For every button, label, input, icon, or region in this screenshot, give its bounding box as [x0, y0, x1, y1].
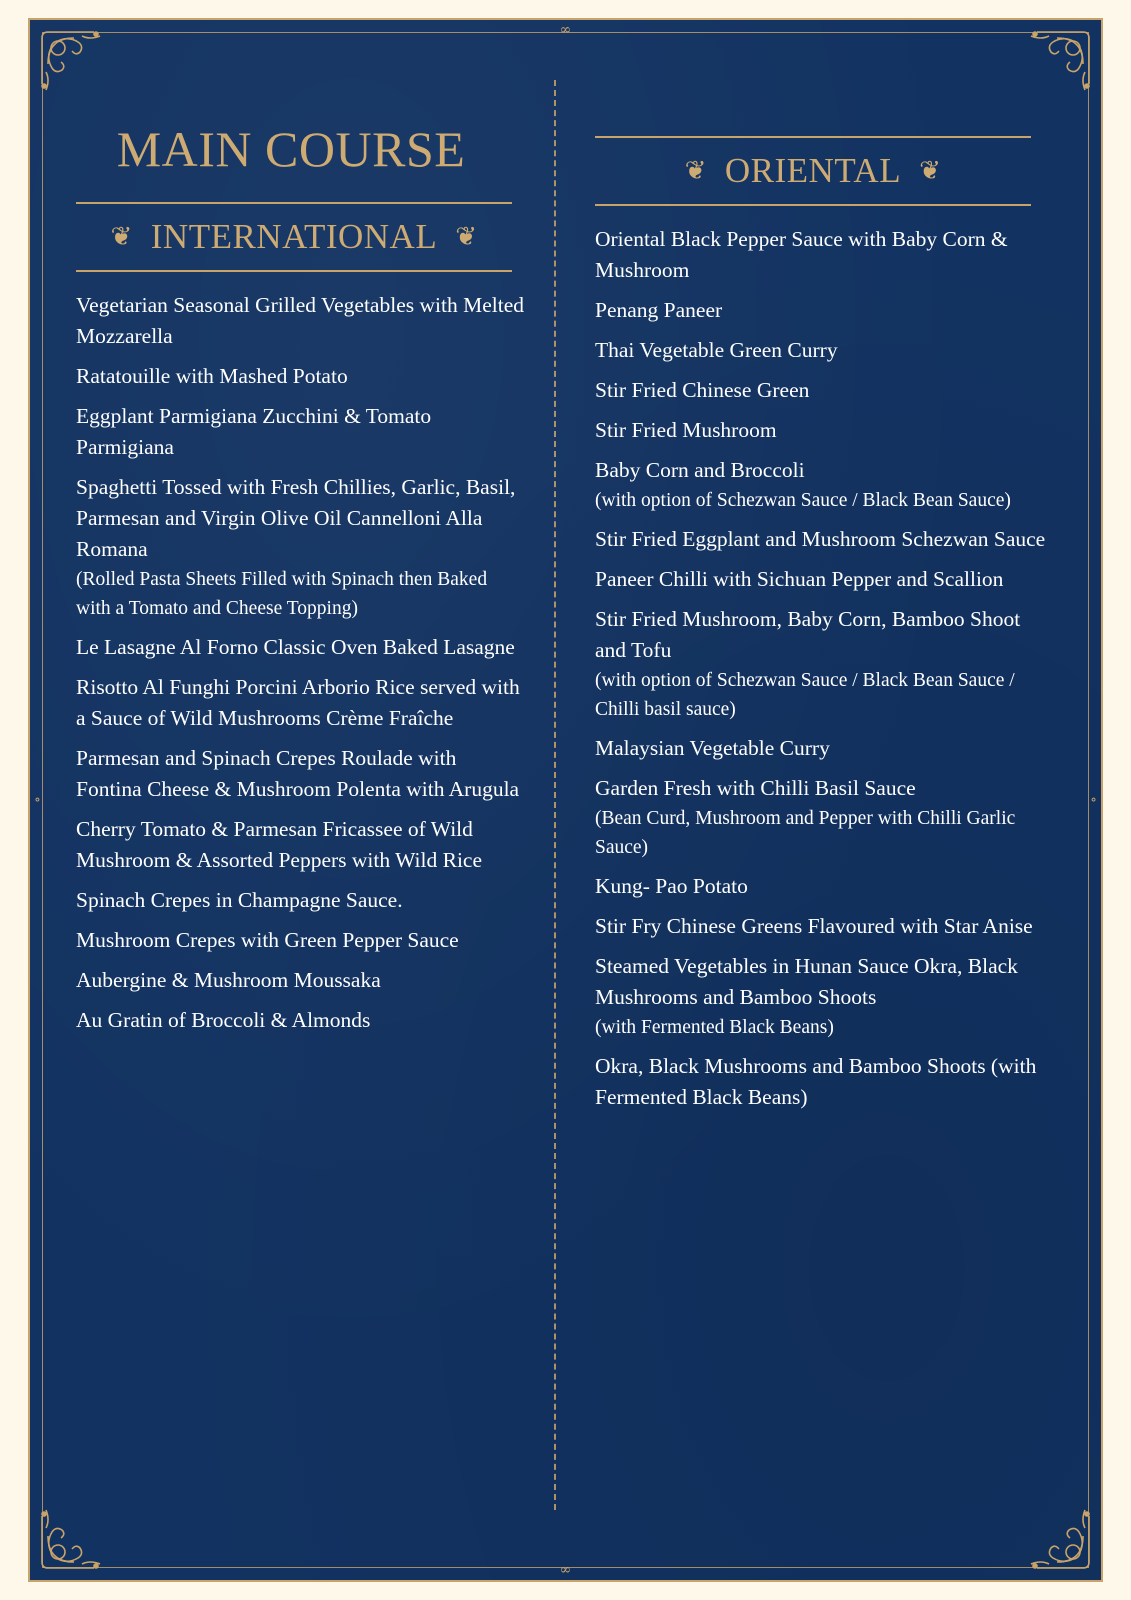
menu-panel — [28, 18, 1103, 1582]
menu-item — [76, 925, 526, 956]
menu-item — [76, 1005, 526, 1036]
menu-item — [76, 632, 526, 663]
menu-item — [595, 733, 1055, 764]
section-title: INTERNATIONAL — [150, 217, 438, 256]
oriental-heading — [595, 136, 1031, 206]
menu-item — [595, 455, 1055, 515]
menu-item — [595, 871, 1055, 902]
menu-item-name: Steamed Vegetables in Hunan Sauce Okra, Black Mushrooms and Bamboo Shoots — [595, 954, 1018, 1009]
border-ornament-icon: ∞ — [559, 1562, 572, 1578]
menu-item-name: Risotto Al Funghi Porcini Arborio Rice served with a Sauce of Wild Mushrooms Crème Fraîche — [76, 675, 520, 730]
international-column — [76, 120, 526, 1045]
swirl-icon: ❦ — [919, 156, 942, 185]
menu-item — [76, 290, 526, 352]
menu-item — [595, 951, 1055, 1042]
menu-item-note: (Rolled Pasta Sheets Filled with Spinach then Baked with a Tomato and Cheese Topping) — [76, 569, 488, 619]
menu-item-name: Okra, Black Mushrooms and Bamboo Shoots (with Fermented Black Beans) — [595, 1054, 1037, 1109]
menu-item-name: Mushroom Crepes with Green Pepper Sauce — [76, 928, 459, 952]
menu-item-name: Kung- Pao Potato — [595, 874, 748, 898]
menu-item-name: Stir Fried Chinese Green — [595, 378, 810, 402]
menu-item — [595, 524, 1055, 555]
menu-item-note: (with option of Schezwan Sauce / Black Bean Sauce / Chilli basil sauce) — [595, 670, 1015, 720]
menu-item — [76, 814, 526, 876]
menu-item — [76, 672, 526, 734]
border-ornament-icon: ∘ — [34, 792, 41, 808]
border-ornament-icon: ∞ — [559, 22, 572, 38]
menu-item — [595, 375, 1055, 406]
menu-item-name: Ratatouille with Mashed Potato — [76, 364, 348, 388]
menu-item-name: Stir Fried Mushroom, Baby Corn, Bamboo Shoot and Tofu — [595, 607, 1021, 662]
oriental-list — [595, 224, 1055, 1113]
menu-item — [76, 401, 526, 463]
swirl-icon: ❦ — [455, 222, 478, 251]
corner-flourish-icon — [34, 24, 124, 114]
swirl-icon: ❦ — [684, 156, 707, 185]
menu-item-name: Penang Paneer — [595, 298, 723, 322]
menu-item — [595, 773, 1055, 862]
menu-item-name: Parmesan and Spinach Crepes Roulade with Fontina Cheese & Mushroom Polenta with Arugula — [76, 746, 520, 801]
menu-item-name: Spaghetti Tossed with Fresh Chillies, Garlic, Basil, Parmesan and Virgin Olive Oil Cannelloni Alla Romana — [76, 475, 516, 561]
menu-item — [76, 472, 526, 623]
menu-item-name: Stir Fry Chinese Greens Flavoured with Star Anise — [595, 914, 1033, 938]
menu-item — [595, 224, 1055, 286]
corner-flourish-icon — [34, 1486, 124, 1576]
menu-item — [76, 743, 526, 805]
menu-item — [595, 564, 1055, 595]
oriental-column — [595, 136, 1055, 1122]
corner-flourish-icon — [1007, 1486, 1097, 1576]
corner-flourish-icon — [1007, 24, 1097, 114]
menu-item — [76, 885, 526, 916]
menu-item-name: Paneer Chilli with Sichuan Pepper and Scallion — [595, 567, 1004, 591]
menu-item-name: Stir Fried Eggplant and Mushroom Schezwan Sauce — [595, 527, 1046, 551]
international-heading — [76, 202, 512, 272]
menu-item — [595, 335, 1055, 366]
menu-item-note: (with Fermented Black Beans) — [595, 1017, 834, 1038]
page-title: MAIN COURSE — [116, 121, 466, 177]
menu-item — [595, 295, 1055, 326]
menu-item-name: Oriental Black Pepper Sauce with Baby Corn & Mushroom — [595, 227, 1008, 282]
menu-item-note: (with option of Schezwan Sauce / Black Bean Sauce) — [595, 490, 1011, 511]
menu-item-name: Eggplant Parmigiana Zucchini & Tomato Parmigiana — [76, 404, 432, 459]
menu-item-name: Garden Fresh with Chilli Basil Sauce — [595, 776, 916, 800]
menu-item-name: Thai Vegetable Green Curry — [595, 338, 838, 362]
menu-item — [76, 965, 526, 996]
menu-item-name: Le Lasagne Al Forno Classic Oven Baked Lasagne — [76, 635, 515, 659]
menu-item-name: Cherry Tomato & Parmesan Fricassee of Wild Mushroom & Assorted Peppers with Wild Rice — [76, 817, 483, 872]
column-divider — [554, 80, 556, 1510]
swirl-icon: ❦ — [110, 222, 133, 251]
menu-item-name: Aubergine & Mushroom Moussaka — [76, 968, 381, 992]
menu-item — [595, 415, 1055, 446]
menu-item-name: Vegetarian Seasonal Grilled Vegetables with Melted Mozzarella — [76, 293, 524, 348]
menu-item-name: Stir Fried Mushroom — [595, 418, 777, 442]
menu-item — [76, 361, 526, 392]
menu-item-name: Au Gratin of Broccoli & Almonds — [76, 1008, 371, 1032]
menu-item-name: Spinach Crepes in Champagne Sauce. — [76, 888, 403, 912]
menu-item-name: Baby Corn and Broccoli — [595, 458, 805, 482]
menu-item-name: Malaysian Vegetable Curry — [595, 736, 830, 760]
border-ornament-icon: ∘ — [1090, 792, 1097, 808]
menu-item — [595, 604, 1055, 724]
menu-item — [595, 1051, 1055, 1113]
international-list — [76, 290, 526, 1036]
menu-item-note: (Bean Curd, Mushroom and Pepper with Chilli Garlic Sauce) — [595, 808, 1016, 858]
menu-item — [595, 911, 1055, 942]
section-title: ORIENTAL — [724, 151, 902, 190]
